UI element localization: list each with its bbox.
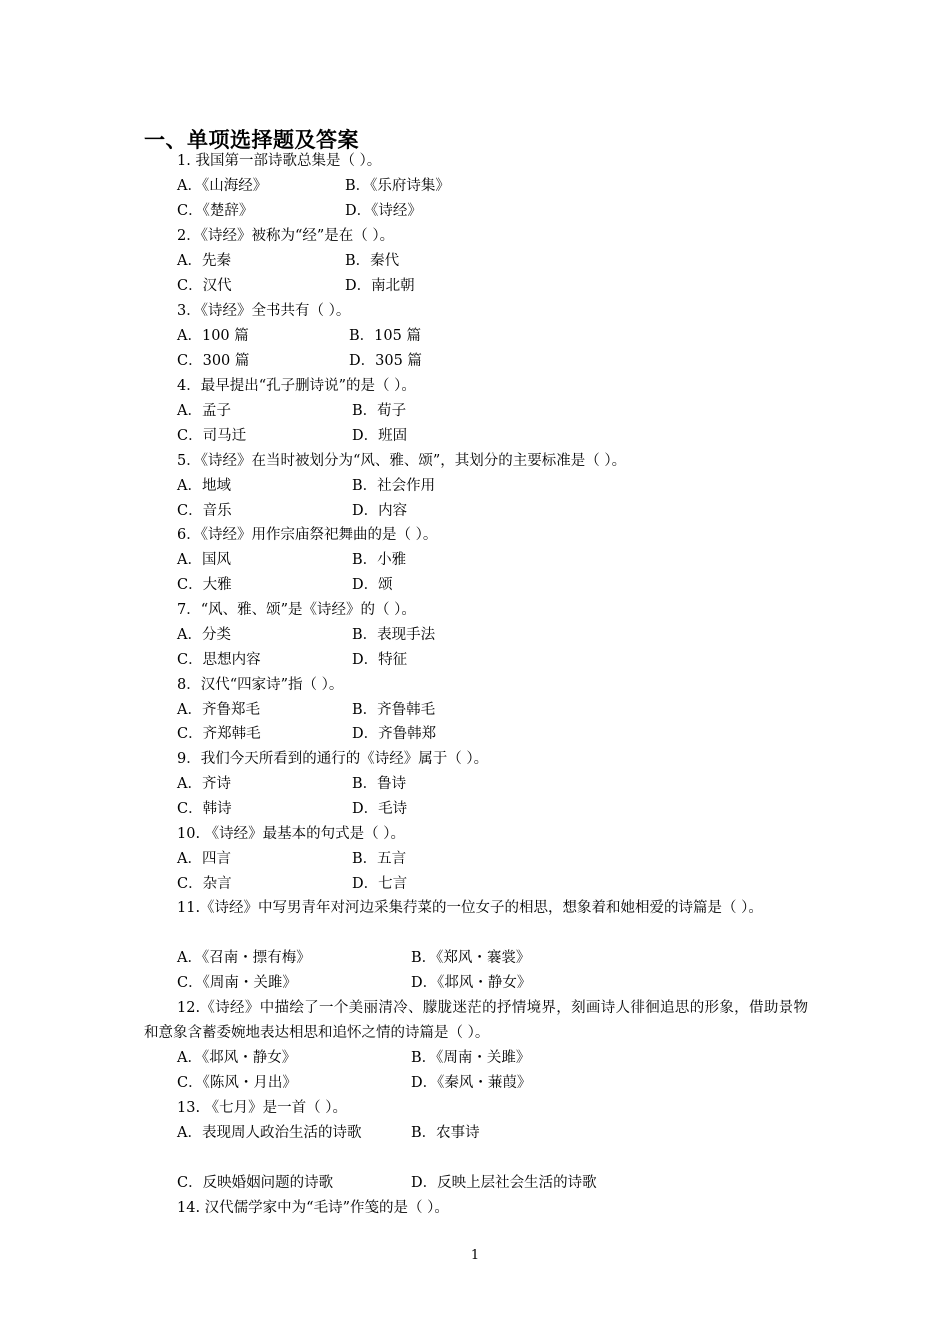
question-4-option-a: A．孟子 xyxy=(177,403,231,419)
question-2-option-a: A．先秦 xyxy=(177,253,231,269)
section-title: 一、单项选择题及答案 xyxy=(144,128,359,152)
question-1-option-a: A．《山海经》 xyxy=(177,178,268,194)
question-11-option-d: D．《邶风・静女》 xyxy=(411,975,532,991)
question-10-option-c: C．杂言 xyxy=(177,876,232,892)
question-13-option-b: B．农事诗 xyxy=(411,1125,480,1141)
question-2-option-b: B．秦代 xyxy=(345,253,400,269)
question-6-option-a: A．国风 xyxy=(177,552,231,568)
question-9-option-a: A．齐诗 xyxy=(177,776,231,792)
question-4-stem: 4．最早提出“孔子删诗说”的是（ ）。 xyxy=(177,378,416,394)
question-10-option-d: D．七言 xyxy=(352,876,408,892)
question-10-option-b: B．五言 xyxy=(352,851,407,867)
question-5-option-c: C．音乐 xyxy=(177,503,232,519)
question-8-option-b: B．齐鲁韩毛 xyxy=(352,702,436,718)
question-9-stem: 9．我们今天所看到的通行的《诗经》属于（ ）。 xyxy=(177,751,489,767)
question-4-option-b: B．荀子 xyxy=(352,403,407,419)
question-9-option-d: D．毛诗 xyxy=(352,801,408,817)
question-7-option-d: D．特征 xyxy=(352,652,408,668)
question-8-option-a: A．齐鲁郑毛 xyxy=(177,702,260,718)
question-5-option-d: D．内容 xyxy=(352,503,408,519)
question-5-option-b: B．社会作用 xyxy=(352,478,436,494)
question-9-option-c: C．韩诗 xyxy=(177,801,232,817)
question-14-stem: 14. 汉代儒学家中为“毛诗”作笺的是（ ）。 xyxy=(177,1200,449,1216)
question-6-option-c: C．大雅 xyxy=(177,577,232,593)
question-1-option-c: C．《楚辞》 xyxy=(177,203,254,219)
question-8-stem: 8．汉代“四家诗”指（ ）。 xyxy=(177,677,344,693)
question-10-option-a: A．四言 xyxy=(177,851,231,867)
question-11-option-b: B．《郑风・褰裳》 xyxy=(411,950,531,966)
question-12-option-b: B．《周南・关雎》 xyxy=(411,1050,531,1066)
question-3-option-c: C．300 篇 xyxy=(177,353,250,369)
question-6-stem: 6．《诗经》用作宗庙祭祀舞曲的是（ ）。 xyxy=(177,527,438,543)
question-1-stem: 1. 我国第一部诗歌总集是（ ）。 xyxy=(177,153,382,169)
question-7-option-c: C．思想内容 xyxy=(177,652,261,668)
question-7-stem: 7．“风、雅、颂”是《诗经》的（ ）。 xyxy=(177,602,416,618)
question-6-option-d: D．颂 xyxy=(352,577,393,593)
question-1-option-d: D．《诗经》 xyxy=(345,203,422,219)
question-12-stem: 12.《诗经》中描绘了一个美丽清冷、朦胧迷茫的抒情境界，刻画诗人徘徊追思的形象，借助景物和意象含蓄委婉地表达相思和追怀之情的诗篇是（ ）。 xyxy=(144,1000,808,1041)
page-number: 1 xyxy=(470,1248,480,1263)
question-3-stem: 3．《诗经》全书共有（ ）。 xyxy=(177,303,351,319)
question-1-option-b: B．《乐府诗集》 xyxy=(345,178,450,194)
question-11-option-c: C．《周南・关雎》 xyxy=(177,975,297,991)
question-13-option-c: C．反映婚姻问题的诗歌 xyxy=(177,1175,334,1191)
question-12-option-d: D．《秦风・蒹葭》 xyxy=(411,1075,532,1091)
question-13-stem: 13. 《七月》是一首（ ）。 xyxy=(177,1100,348,1116)
question-6-option-b: B．小雅 xyxy=(352,552,407,568)
question-4-option-c: C．司马迁 xyxy=(177,428,247,444)
question-5-stem: 5．《诗经》在当时被划分为“风、雅、颂”，其划分的主要标准是（ ）。 xyxy=(177,453,627,469)
question-10-stem: 10. 《诗经》最基本的句式是（ ）。 xyxy=(177,826,406,842)
question-12-option-a: A．《邶风・静女》 xyxy=(177,1050,297,1066)
question-2-option-d: D．南北朝 xyxy=(345,278,415,294)
question-8-option-c: C．齐郑韩毛 xyxy=(177,726,261,742)
question-12-option-c: C．《陈风・月出》 xyxy=(177,1075,297,1091)
question-9-option-b: B．鲁诗 xyxy=(352,776,407,792)
question-11-stem: 11.《诗经》中写男青年对河边采集荇菜的一位女子的相思，想象着和她相爱的诗篇是（ ）。 xyxy=(177,900,763,916)
question-4-option-d: D．班固 xyxy=(352,428,408,444)
question-13-option-d: D．反映上层社会生活的诗歌 xyxy=(411,1175,597,1191)
question-2-stem: 2．《诗经》被称为“经”是在（ ）。 xyxy=(177,228,395,244)
question-11-option-a: A．《召南・摽有梅》 xyxy=(177,950,311,966)
question-5-option-a: A．地域 xyxy=(177,478,231,494)
question-8-option-d: D．齐鲁韩郑 xyxy=(352,726,437,742)
question-2-option-c: C．汉代 xyxy=(177,278,232,294)
question-7-option-b: B．表现手法 xyxy=(352,627,436,643)
question-7-option-a: A．分类 xyxy=(177,627,231,643)
question-3-option-d: D．305 篇 xyxy=(349,353,422,369)
question-13-option-a: A．表现周人政治生活的诗歌 xyxy=(177,1125,362,1141)
question-3-option-a: A．100 篇 xyxy=(177,328,249,344)
question-3-option-b: B．105 篇 xyxy=(349,328,421,344)
